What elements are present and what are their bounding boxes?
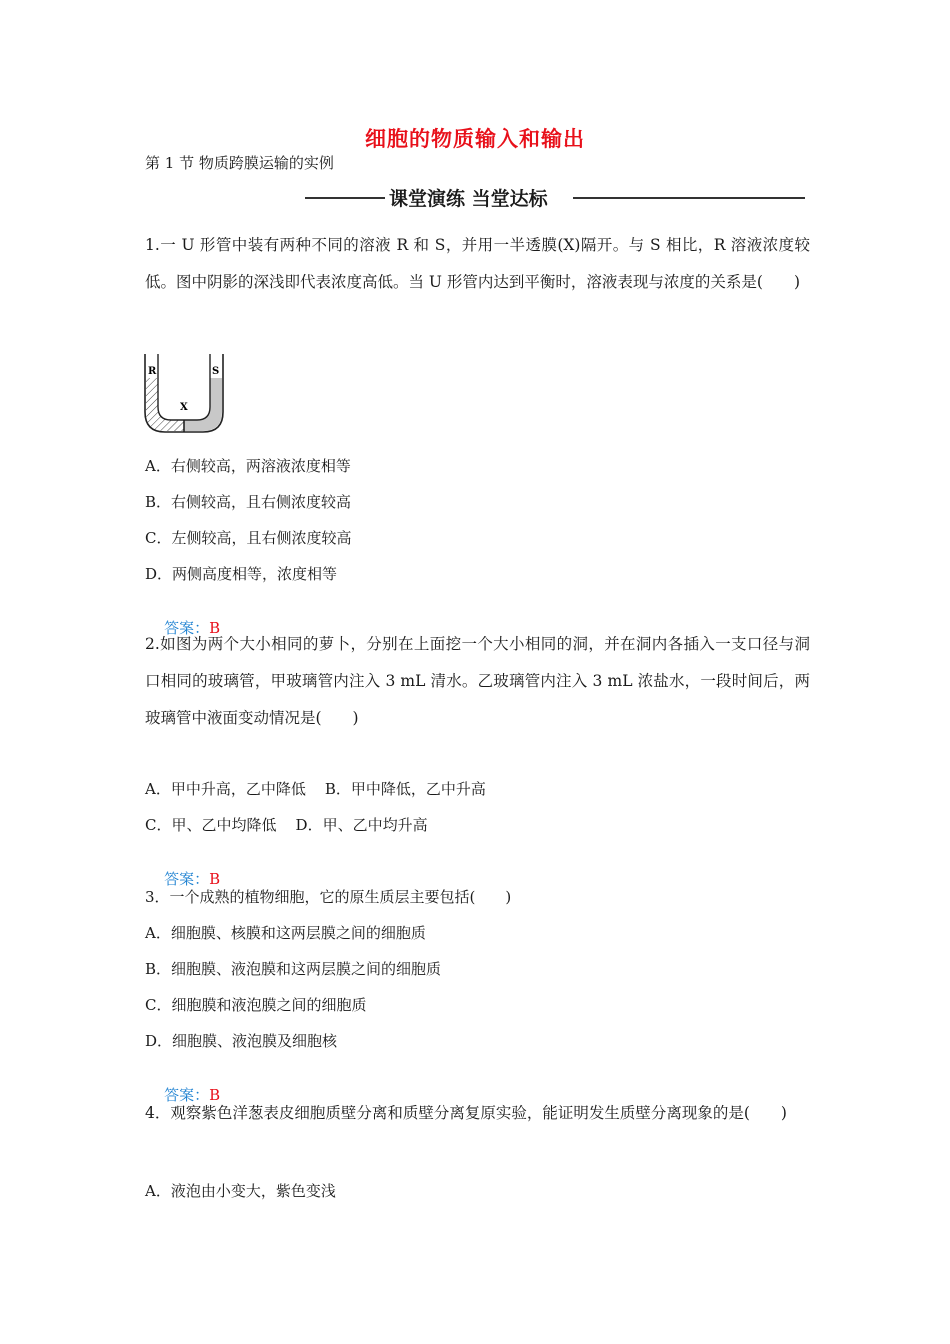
answer-label: 答案： <box>164 870 210 888</box>
answer-value: B <box>209 1086 221 1104</box>
q4-stem: 4．观察紫色洋葱表皮细胞质壁分离和质壁分离复原实验，能证明发生质壁分离现象的是( ) <box>145 1104 787 1122</box>
q3-option-b: B．细胞膜、液泡膜和这两层膜之间的细胞质 <box>145 960 442 978</box>
q3-option-c: C．细胞膜和液泡膜之间的细胞质 <box>145 996 367 1014</box>
banner-rule-right <box>573 197 805 199</box>
answer-value: B <box>209 619 221 637</box>
answer-label: 答案： <box>164 1086 210 1104</box>
banner-text: 课堂演练 当堂达标 <box>389 188 548 210</box>
q1-option-d: D．两侧高度相等，浓度相等 <box>145 565 338 583</box>
document-title: 细胞的物质输入和输出 <box>365 127 585 151</box>
section-subtitle: 第 1 节 物质跨膜运输的实例 <box>145 154 334 172</box>
q1-option-b: B．右侧较高，且右侧浓度较高 <box>145 493 352 511</box>
figure-label-r: R <box>148 366 157 377</box>
figure-label-x: X <box>180 402 188 413</box>
q1-option-a: A．右侧较高，两溶液浓度相等 <box>145 457 351 475</box>
figure-label-s: S <box>212 366 220 377</box>
q2-stem: 2.如图为两个大小相同的萝卜，分别在上面挖一个大小相同的洞，并在洞内各插入一支口径与洞口相同的玻璃管，甲玻璃管内注入 3 mL 清水。乙玻璃管内注入 3 mL 浓盐水，一段时间后，两玻璃管中液面变动情况是( ) <box>145 635 810 727</box>
section-banner <box>305 183 805 213</box>
q1-option-c: C．左侧较高，且右侧浓度较高 <box>145 529 352 547</box>
q3-option-a: A．细胞膜、核膜和这两层膜之间的细胞质 <box>145 924 426 942</box>
u-tube-figure <box>140 352 230 434</box>
q2-options-cd: C．甲、乙中均降低 D．甲、乙中均升高 <box>145 816 428 834</box>
q2-options-ab: A．甲中升高，乙中降低 B．甲中降低，乙中升高 <box>145 780 486 798</box>
answer-value: B <box>209 870 221 888</box>
q4-option-a: A．液泡由小变大，紫色变浅 <box>145 1182 336 1200</box>
q3-option-d: D．细胞膜、液泡膜及细胞核 <box>145 1032 338 1050</box>
q1-stem: 1.一 U 形管中装有两种不同的溶液 R 和 S，并用一半透膜(X)隔开。与 S 相比，R 溶液浓度较低。图中阴影的深浅即代表浓度高低。当 U 形管内达到平衡时，溶液表现与浓度的关系是( ) <box>145 236 810 291</box>
q3-stem: 3．一个成熟的植物细胞，它的原生质层主要包括( ) <box>145 888 512 906</box>
banner-rule-left <box>305 197 385 199</box>
answer-label: 答案： <box>164 619 210 637</box>
